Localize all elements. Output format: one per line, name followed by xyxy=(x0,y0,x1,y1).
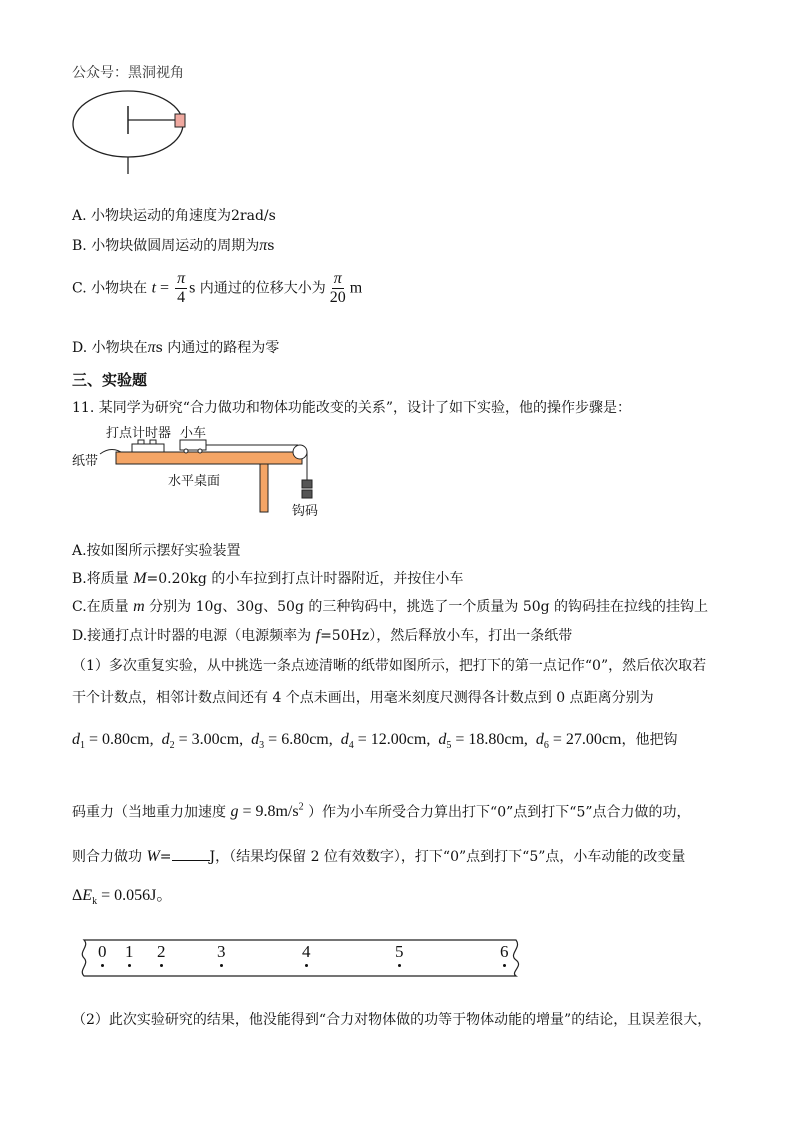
label-weights: 钩码 xyxy=(292,504,319,519)
kinetic-energy-change: $\Delta E_k = 0.056J$。 xyxy=(72,887,173,908)
label-timer: 打点计时器 xyxy=(106,426,172,441)
apparatus-figure xyxy=(72,418,332,522)
step-c: C.在质量 m 分别为 10g、30g、50g 的三种钩码中，挑选了一个质量为 50g 的钩码挂在拉线的挂钩上 xyxy=(72,598,709,615)
label-tape: 纸带 xyxy=(72,454,99,469)
tape-label-3: 3 xyxy=(217,942,226,961)
step-a: A.按如图所示摆好实验装置 xyxy=(72,543,241,559)
step-b: B.将质量 M=0.20kg 的小车拉到打点计时器附近，并按住小车 xyxy=(72,570,464,587)
section-title: 三、实验题 xyxy=(72,371,148,389)
tape-label-4: 4 xyxy=(302,942,311,961)
timer-body xyxy=(132,444,164,452)
tape-label-5: 5 xyxy=(395,942,404,961)
tape-dot-2 xyxy=(160,964,163,967)
part1-line1: （1）多次重复实验，从中挑选一条点迹清晰的纸带如图所示，把打下的第一点记作“0”，然后依次取若 xyxy=(72,658,707,674)
part1-line5: 则合力做功 W= J，（结果均保留 2 位有效数字），打下“0”点到打下“5”点，小车动能的改变量 xyxy=(72,848,686,865)
label-table: 水平桌面 xyxy=(168,474,221,489)
step-d: D.接通打点计时器的电源（电源频率为 f=50Hz），然后释放小车，打出一条纸带 xyxy=(72,627,573,644)
tape-dot-5 xyxy=(398,964,401,967)
part2-line: （2）此次实验研究的结果，他没能得到“合力对物体做的功等于物体动能的增量”的结论，且误差很大， xyxy=(72,1012,712,1028)
distance-list: $d_1 = 0.80cm$, $d_2 = 3.00cm$, $d_3 = 6.80cm$, $d_4 = 12.00cm$, $d_5 = 18.80cm$, $d_6 = 27.00cm$，他把钩 xyxy=(72,731,678,752)
tape-dot-3 xyxy=(220,964,223,967)
part1-line4: 码重力（当地重力加速度 $g = 9.8m/s^2$ ）作为小车所受合力算出打下“0”点到打下“5”点合力做的功， xyxy=(72,802,691,821)
tape-dot-4 xyxy=(305,964,308,967)
circular-motion-figure xyxy=(70,86,200,176)
hook-weight-1 xyxy=(302,480,312,488)
label-cart: 小车 xyxy=(180,426,207,441)
option-a: A. 小物块运动的角速度为2rad/s xyxy=(72,208,276,224)
paper-tape-figure xyxy=(76,936,526,980)
option-c: C. 小物块在 t = $\frac{\pi}{4}$ s 内通过的位移大小为 $\frac{\pi}{20}$ m xyxy=(72,270,363,306)
tape-label-6: 6 xyxy=(500,942,509,961)
tape-label-0: 0 xyxy=(98,942,107,961)
table-leg xyxy=(260,464,268,512)
small-block xyxy=(175,114,185,127)
option-d: D. 小物块在πs 内通过的路程为零 xyxy=(72,339,280,356)
tape-label-1: 1 xyxy=(125,942,134,961)
tape-dot-6 xyxy=(503,964,506,967)
tape-label-2: 2 xyxy=(157,942,166,961)
answer-blank[interactable] xyxy=(172,846,210,861)
tape-dot-0 xyxy=(101,964,104,967)
part1-line2: 干个计数点，相邻计数点间还有 4 个点未画出，用毫米刻度尺测得各计数点到 0 点距离分别为 xyxy=(72,690,654,706)
pulley xyxy=(293,445,307,459)
table-top xyxy=(116,452,302,464)
cart-body xyxy=(180,440,206,450)
option-b: B. 小物块做圆周运动的周期为πs xyxy=(72,237,275,254)
watermark-text: 公众号：黑洞视角 xyxy=(72,65,184,81)
hook-weight-2 xyxy=(302,490,312,498)
question-stem: 11. 某同学为研究“合力做功和物体功能改变的关系”，设计了如下实验，他的操作步骤是： xyxy=(72,400,632,416)
tape-dot-1 xyxy=(128,964,131,967)
